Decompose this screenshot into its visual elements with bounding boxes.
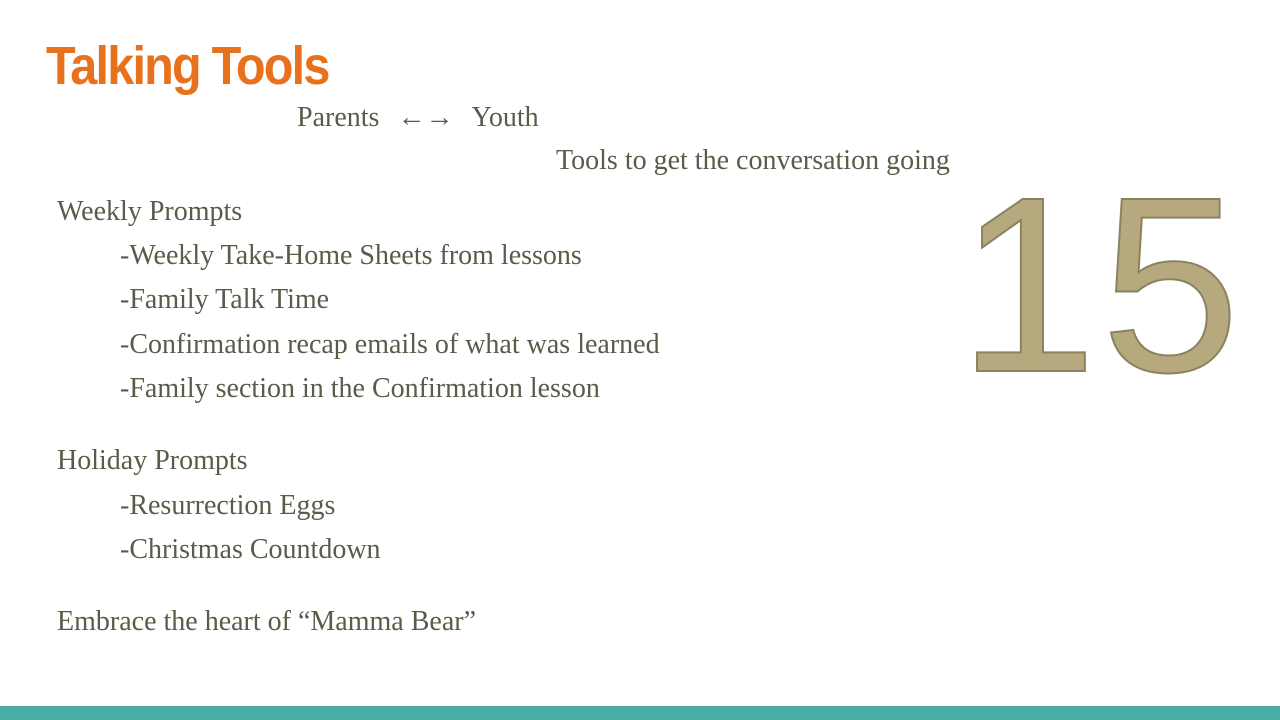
section-heading-holiday-prompts: Holiday Prompts	[57, 445, 248, 476]
list-item: -Family Talk Time	[120, 284, 330, 315]
tagline: Tools to get the conversation going	[556, 145, 950, 176]
slide-number: 15	[958, 145, 1245, 424]
bottom-accent-bar	[0, 706, 1280, 720]
subtitle-row	[297, 101, 539, 135]
subtitle-youth: Youth	[471, 102, 539, 133]
list-item: -Resurrection Eggs	[120, 490, 336, 521]
list-item: -Confirmation recap emails of what was learned	[120, 329, 660, 360]
list-item: -Weekly Take-Home Sheets from lessons	[120, 240, 582, 271]
bidirectional-arrow-icon: ←→	[397, 102, 454, 133]
subtitle-parents: Parents	[297, 102, 380, 133]
section-heading-mamma-bear: Embrace the heart of “Mamma Bear”	[57, 606, 477, 637]
list-item: -Christmas Countdown	[120, 534, 381, 565]
list-item: -Family section in the Confirmation lesson	[120, 373, 600, 404]
section-heading-weekly-prompts: Weekly Prompts	[57, 196, 243, 227]
slide-title: Talking Tools	[46, 36, 329, 96]
